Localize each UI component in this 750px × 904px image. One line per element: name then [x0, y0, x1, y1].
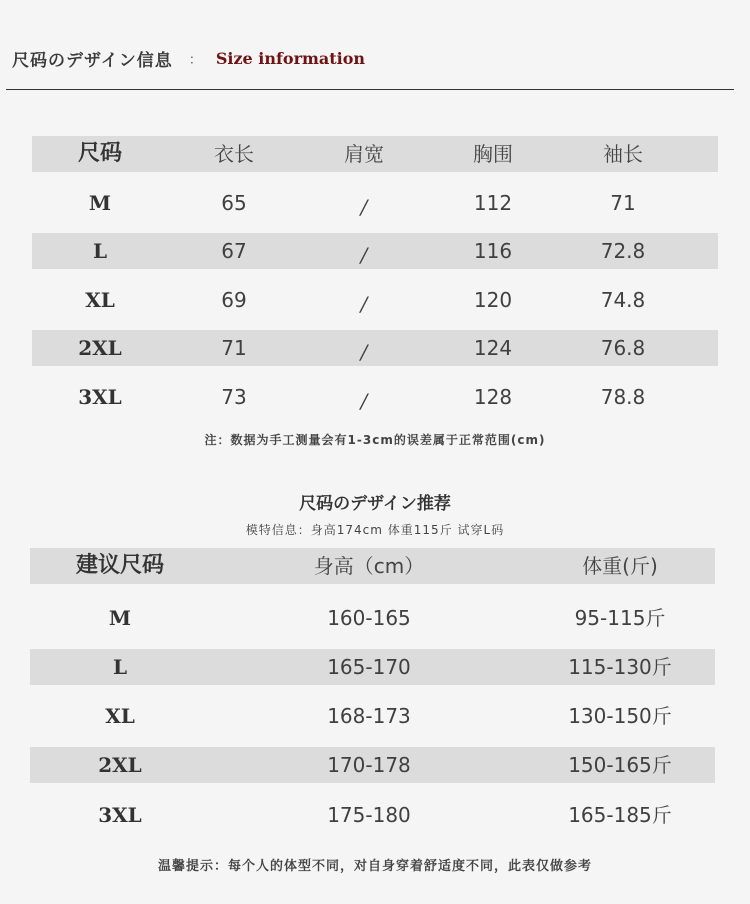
cell-sleeve: 71	[610, 191, 636, 215]
header-separator: ：	[188, 53, 202, 68]
size-row	[32, 185, 718, 221]
col-header-height: 身高（cm）	[313, 554, 425, 578]
cell-sleeve: 78.8	[600, 385, 646, 409]
cell-suggested-size: 2XL	[98, 753, 142, 777]
page-header	[12, 46, 365, 71]
cell-suggested-size: M	[108, 606, 132, 630]
recommend-row	[30, 747, 715, 783]
cell-length: 67	[221, 239, 247, 263]
cell-sleeve: 74.8	[600, 288, 646, 312]
cell-suggested-size: L	[112, 655, 128, 679]
col-header-length: 衣长	[214, 142, 254, 166]
cell-size: 2XL	[78, 336, 122, 360]
recommend-row	[30, 698, 715, 734]
cell-size: XL	[85, 288, 115, 312]
cell-length: 65	[221, 191, 247, 215]
measurement-note: 注：数据为手工测量会有1-3cm的误差属于正常范围(cm)	[204, 433, 546, 447]
cell-height: 175-180	[327, 803, 411, 827]
cell-shoulder: /	[360, 243, 368, 267]
size-table-header	[32, 136, 718, 172]
size-row	[32, 379, 718, 415]
cell-height: 168-173	[327, 704, 411, 728]
recommend-row	[30, 649, 715, 685]
size-row	[32, 330, 718, 366]
size-row	[32, 282, 718, 318]
header-title-en: Size information	[215, 49, 366, 68]
col-header-chest: 胸围	[473, 142, 513, 166]
cell-length: 71	[221, 336, 247, 360]
cell-suggested-size: XL	[105, 704, 135, 728]
cell-shoulder: /	[360, 195, 368, 219]
cell-height: 165-170	[327, 655, 411, 679]
cell-sleeve: 76.8	[600, 336, 646, 360]
cell-shoulder: /	[360, 292, 368, 316]
size-row	[32, 233, 718, 269]
recommend-row	[30, 797, 715, 833]
cell-sleeve: 72.8	[600, 239, 646, 263]
cell-weight: 165-185斤	[568, 803, 672, 827]
size-table	[32, 136, 718, 415]
cell-suggested-size: 3XL	[98, 803, 142, 827]
cell-chest: 120	[473, 288, 513, 312]
cell-height: 170-178	[327, 753, 411, 777]
col-header-suggested-size: 建议尺码	[75, 553, 164, 578]
col-header-size: 尺码	[77, 141, 122, 166]
cell-chest: 116	[473, 239, 513, 263]
header-divider	[6, 89, 734, 90]
cell-shoulder: /	[360, 340, 368, 364]
model-info: 模特信息：身高174cm 体重115斤 试穿L码	[245, 523, 505, 537]
cell-size: 3XL	[78, 385, 122, 409]
header-title-cn: 尺码のデザイン信息	[12, 51, 173, 71]
recommend-row	[30, 600, 715, 636]
cell-length: 73	[221, 385, 247, 409]
cell-weight: 150-165斤	[568, 753, 672, 777]
col-header-shoulder: 肩宽	[344, 142, 384, 166]
cell-weight: 95-115斤	[574, 606, 666, 630]
cell-length: 69	[221, 288, 247, 312]
col-header-weight: 体重(斤)	[582, 554, 658, 578]
footer-tip: 温馨提示：每个人的体型不同，对自身穿着舒适度不同，此表仅做参考	[157, 859, 592, 874]
cell-chest: 112	[473, 191, 513, 215]
cell-chest: 124	[473, 336, 513, 360]
recommend-title: 尺码のデザイン推荐	[299, 494, 451, 514]
cell-weight: 130-150斤	[568, 704, 672, 728]
cell-shoulder: /	[360, 389, 368, 413]
cell-size: L	[92, 239, 108, 263]
cell-height: 160-165	[327, 606, 411, 630]
col-header-sleeve: 袖长	[603, 142, 643, 166]
cell-weight: 115-130斤	[568, 655, 672, 679]
cell-size: M	[88, 191, 112, 215]
recommend-table-header	[30, 548, 715, 584]
recommend-table	[30, 548, 715, 833]
cell-chest: 128	[473, 385, 513, 409]
